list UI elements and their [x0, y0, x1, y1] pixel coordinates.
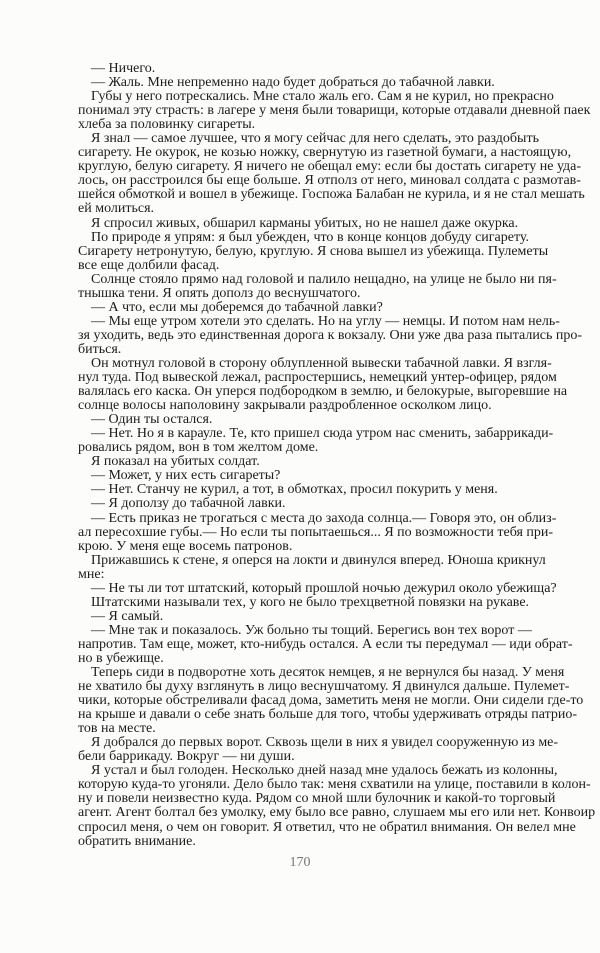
paragraph [78, 426, 554, 456]
text-line: Губы у него потрескались. Мне стало жаль его. Сам я не курил, но прекрасно [91, 89, 554, 105]
text-line: — Ничего. [91, 61, 156, 76]
text-line: — Мне так и показалось. Уж больно ты тощий. Берегись вон тех ворот — [91, 622, 532, 638]
text-line: бели баррикаду. Вокруг — ни души. [78, 749, 295, 765]
text-line: Сигарету нетронутую, белую, круглую. Я снова вышел из убежища. Пулеметы [78, 243, 549, 259]
text-line: ну и повели неизвестно куда. Рядом со мной шли булочник и какой-то торговый [78, 791, 556, 807]
paragraph [78, 497, 529, 511]
paragraph [78, 596, 529, 610]
page-number: 170 [289, 855, 311, 870]
text-line: шейся обмоткой и вошел в убежище. Госпожа Балабан не курила, и я не стал мешать [78, 187, 585, 203]
paragraph [78, 469, 529, 483]
text-line: — Я самый. [91, 608, 164, 624]
text-line: тнышка тени. Я опять дополз до веснушчатого. [78, 285, 361, 301]
text-line: Штатскими называли тех, у кого не было трехцветной повязки на рукаве. [91, 594, 530, 610]
text-line: ал пересохшие губы.— Но если ты попытаешься... Я по возможности тебя при- [78, 524, 554, 540]
paragraph [78, 229, 549, 273]
paragraph [78, 301, 529, 315]
paragraph [78, 622, 573, 666]
text-line: По природе я упрям: я был убежден, что в конце концов добуду сигарету. [91, 229, 529, 245]
text-line: — Жаль. Мне непременно надо будет добраться до табачной лавки. [91, 75, 495, 91]
text-line: крою. У меня еще восемь патронов. [78, 538, 293, 554]
text-line: — Один ты остался. [91, 412, 213, 428]
text-line: — Нет. Станчу не курил, а тот, в обмотках, просил покурить у меня. [91, 482, 498, 498]
paragraph [78, 217, 529, 231]
text-line: валялась его каска. Он уперся подбородком в землю, и белокурые, выгоревшие на [78, 384, 568, 400]
paragraph [78, 413, 529, 427]
text-line: Я устал и был голоден. Несколько дней назад мне удалось бежать из колонны, [91, 763, 558, 779]
paragraph [78, 483, 529, 497]
paragraph [78, 510, 557, 554]
paragraph [78, 131, 585, 217]
text-line: сигарету. Не окурок, не козью ножку, свернутую из газетной бумаги, а настоящую, [78, 145, 572, 161]
text-line: напротив. Там еще, может, кто-нибудь остался. А если ты передумал — иди обрат- [78, 636, 573, 652]
text-line: ровались рядом, вон в том желтом доме. [78, 440, 319, 456]
paragraph [78, 610, 529, 624]
text-line: Он мотнул головой в сторону облупленной вывески табачной лавки. Я взгля- [91, 355, 552, 371]
text-line: все еще долбили фасад. [78, 257, 220, 273]
paragraph [78, 665, 584, 737]
text-line: — Может, у них есть сигареты? [91, 468, 281, 484]
paragraph [78, 313, 583, 357]
text-line: Я спросил живых, обшарил карманы убитых, но не нашел даже окурка. [91, 215, 519, 231]
paragraph [78, 580, 557, 596]
text-line: спросил меня, о чем он говорит. Я ответил, что не обратил внимания. Он велел мне [78, 819, 576, 835]
text-line: лось, он расстроился бы еще больше. Я отполз от него, миновал солдата с размотав- [78, 173, 581, 189]
text-line: тов на месте. [78, 721, 156, 737]
text-line: Я знал — самое лучшее, что я могу сейчас для него сделать, это раздобыть [91, 131, 539, 147]
paragraph [78, 455, 529, 469]
text-line: — Я доползу до табачной лавки. [91, 496, 286, 512]
paragraph [78, 89, 591, 133]
text-line: хлеба за половинку сигареты. [78, 117, 256, 133]
paragraph [78, 271, 557, 301]
text-line: — Не ты ли тот штатский, который прошлой ночью дежурил около убежища? [91, 580, 557, 596]
text-line: нул туда. Под вывеской лежал, распростершись, немецкий унтер-офицер, рядом [78, 370, 557, 386]
text-line: — Мы еще утром хотели это сделать. Но на углу — немцы. И потом нам нель- [91, 313, 560, 329]
text-line: круглую, белую сигарету. Я ничего не обещал ему: если бы достать сигарету не уда- [78, 159, 582, 175]
text-line: ей молиться. [78, 201, 155, 217]
paragraph [78, 62, 529, 76]
text-line: но в убежище. [78, 650, 164, 666]
text-line: не хватило бы духу взглянуть в лицо веснушчатому. Я двинулся дальше. Пулемет- [78, 679, 570, 695]
paragraph [78, 355, 568, 414]
text-line: на крыше и давали о себе знать больше для того, чтобы удерживать отряды патрио- [78, 707, 578, 723]
text-line: понимал эту страсть: в лагере у меня были товарищи, которые отдавали дневной паек [78, 103, 591, 119]
text-line: чики, которые обстреливали фасад дома, заметить меня не могли. Они сидели где-то [78, 693, 584, 709]
text-line: Я показал на убитых солдат. [91, 454, 260, 470]
text-line: Прижавшись к стене, я оперся на локти и двинулся вперед. Юноша крикнул [91, 552, 546, 568]
paragraph [78, 763, 596, 849]
text-line: которую куда-то угоняли. Дело было так: меня схватили на улице, поставили в колон- [78, 777, 591, 793]
text-line: Теперь сиди в подворотне хоть десяток немцев, я не вернулся бы назад. У меня [91, 665, 565, 681]
text-line: Солнце стояло прямо над головой и палило нещадно, на улице не было ни пя- [91, 271, 557, 287]
text-line: — Нет. Но я в карауле. Те, кто пришел сюда утром нас сменить, забаррикади- [91, 426, 554, 442]
text-line: — А что, если мы доберемся до табачной лавки? [91, 299, 383, 315]
text-line: обратить внимание. [78, 833, 196, 849]
text-line: солнце волосы наполовину закрывали раздробленное осколком лицо. [78, 398, 492, 414]
paragraph [78, 552, 546, 582]
text-line: Я добрался до первых ворот. Сквозь щели в них я увидел сооруженную из ме- [91, 735, 559, 751]
paragraph [78, 76, 529, 90]
text-line: агент. Агент болтал без умолку, ему было все равно, слушаем мы его или нет. Конвоир [78, 805, 596, 821]
paragraph [78, 735, 559, 765]
text-line: — Есть приказ не трогаться с места до захода солнца.— Говоря это, он облиз- [91, 510, 557, 526]
text-line: биться. [78, 341, 122, 357]
text-line: зя уходить, ведь это единственная дорога к вокзалу. Они уже два раза пытались про- [78, 327, 583, 343]
text-line: мне: [78, 566, 105, 582]
book-page-text [78, 61, 596, 849]
